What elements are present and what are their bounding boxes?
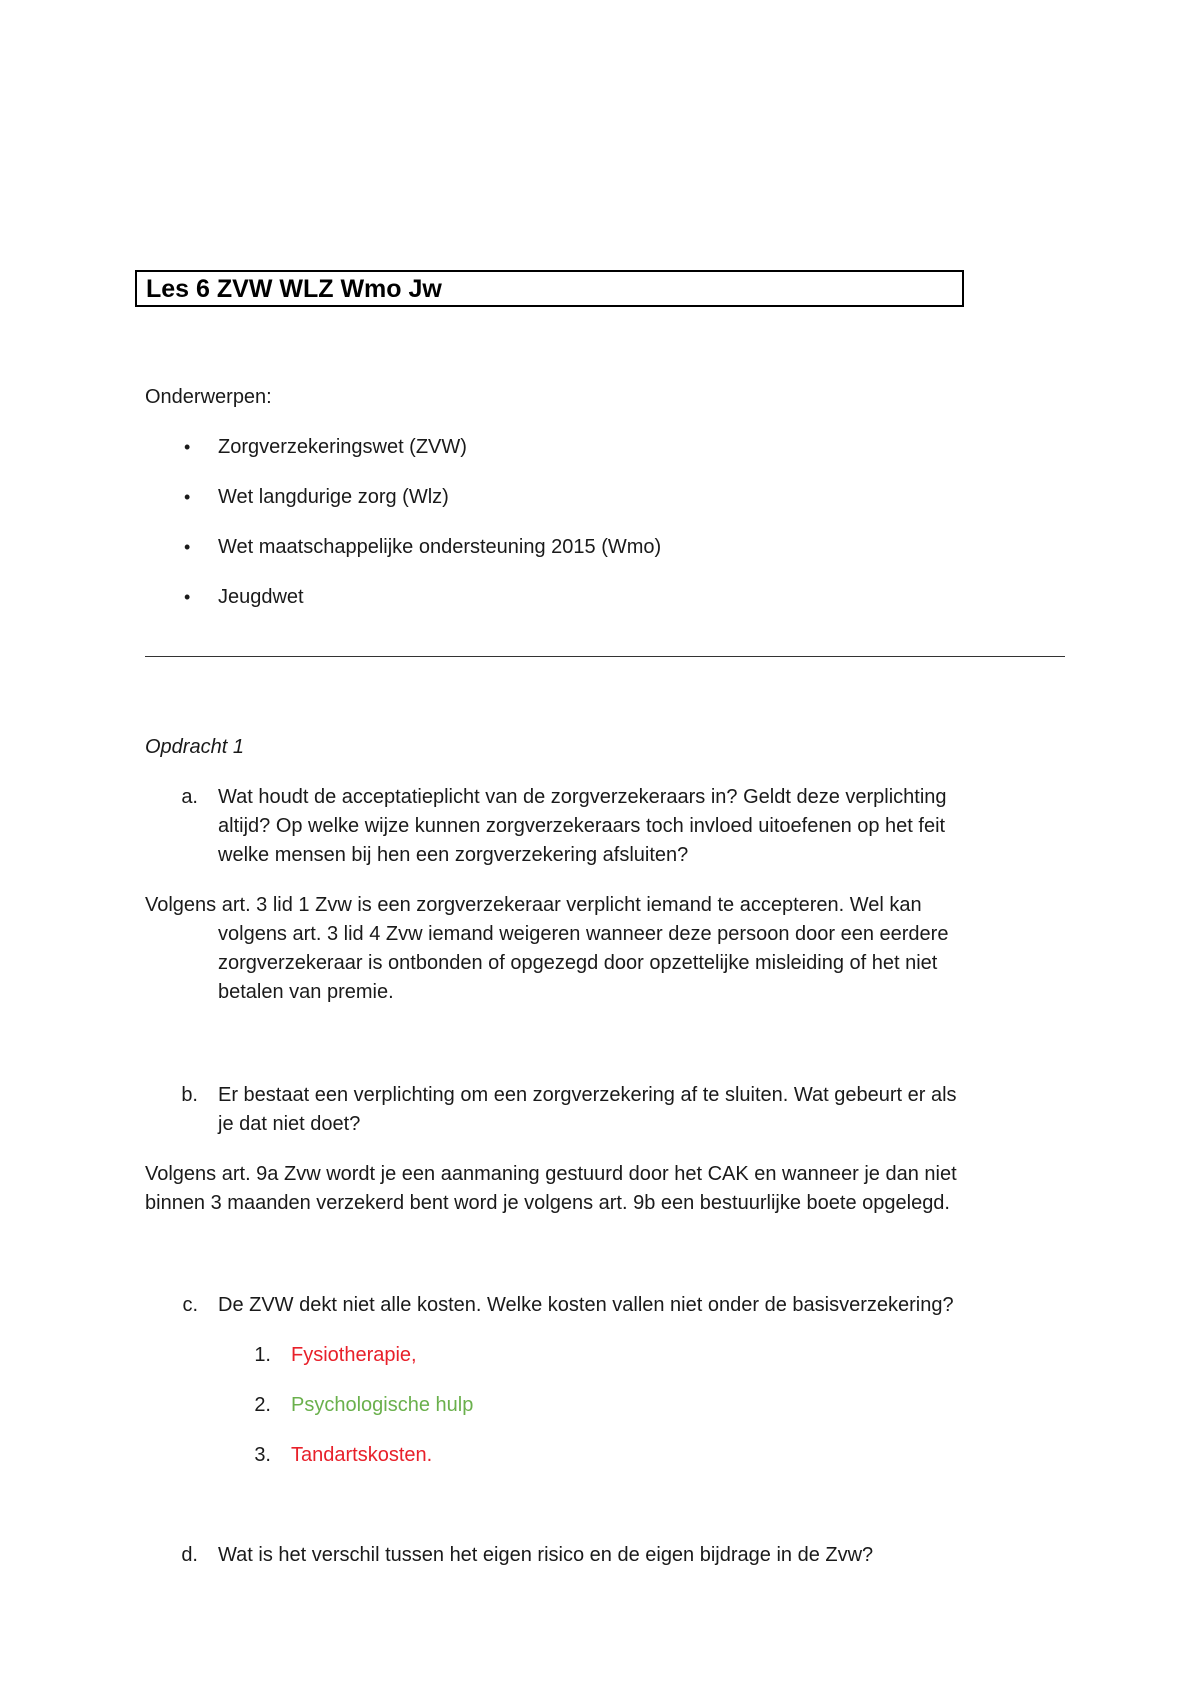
question-marker: c.	[182, 1294, 198, 1316]
list-marker: 1.	[254, 1344, 271, 1366]
question-text: Er bestaat een verplichting om een zorgverzekering af te sluiten. Wat gebeurt er als	[218, 1084, 957, 1106]
question-marker: b.	[181, 1084, 198, 1106]
answer-text: binnen 3 maanden verzekerd bent word je volgens art. 9b een bestuurlijke boete opgelegd.	[145, 1192, 950, 1214]
question-text: Wat houdt de acceptatieplicht van de zorgverzekeraars in? Geldt deze verplichting	[218, 786, 947, 808]
subject-item: Zorgverzekeringswet (ZVW)	[218, 436, 467, 458]
cost-item: Tandartskosten.	[291, 1444, 433, 1466]
list-marker: 2.	[254, 1394, 271, 1416]
cost-item: Fysiotherapie,	[291, 1344, 417, 1366]
subject-item: Jeugdwet	[218, 586, 304, 608]
subject-item: Wet maatschappelijke ondersteuning 2015 (Wmo)	[218, 536, 662, 558]
question-text: De ZVW dekt niet alle kosten. Welke kosten vallen niet onder de basisverzekering?	[218, 1294, 954, 1316]
question-text: je dat niet doet?	[218, 1113, 361, 1135]
question-marker: a.	[181, 786, 198, 808]
question-text: Wat is het verschil tussen het eigen risico en de eigen bijdrage in de Zvw?	[218, 1544, 874, 1566]
subject-item: Wet langdurige zorg (Wlz)	[218, 486, 449, 508]
question-text: welke mensen bij hen een zorgverzekering afsluiten?	[218, 844, 689, 866]
document-title: Les 6 ZVW WLZ Wmo Jw	[135, 270, 964, 307]
bullet-icon: •	[184, 437, 191, 457]
bullet-icon: •	[184, 487, 191, 507]
bullet-icon: •	[184, 537, 191, 557]
bullet-icon: •	[184, 587, 191, 607]
answer-text: Volgens art. 3 lid 1 Zvw is een zorgverzekeraar verplicht iemand te accepteren. Wel kan	[145, 894, 922, 916]
question-text: altijd? Op welke wijze kunnen zorgverzekeraars toch invloed uitoefenen op het feit	[218, 815, 946, 837]
subjects-heading: Onderwerpen:	[145, 386, 272, 408]
answer-text: Volgens art. 9a Zvw wordt je een aanmaning gestuurd door het CAK en wanneer je dan niet	[145, 1163, 957, 1185]
question-marker: d.	[181, 1544, 198, 1566]
list-marker: 3.	[254, 1444, 271, 1466]
cost-item: Psychologische hulp	[291, 1394, 474, 1416]
answer-text: betalen van premie.	[218, 981, 394, 1003]
answer-text: volgens art. 3 lid 4 Zvw iemand weigeren wanneer deze persoon door een eerdere	[218, 923, 949, 945]
answer-text: zorgverzekeraar is ontbonden of opgezegd door opzettelijke misleiding of het niet	[218, 952, 938, 974]
section-divider	[145, 656, 1065, 657]
assignment-heading: Opdracht 1	[145, 736, 244, 758]
